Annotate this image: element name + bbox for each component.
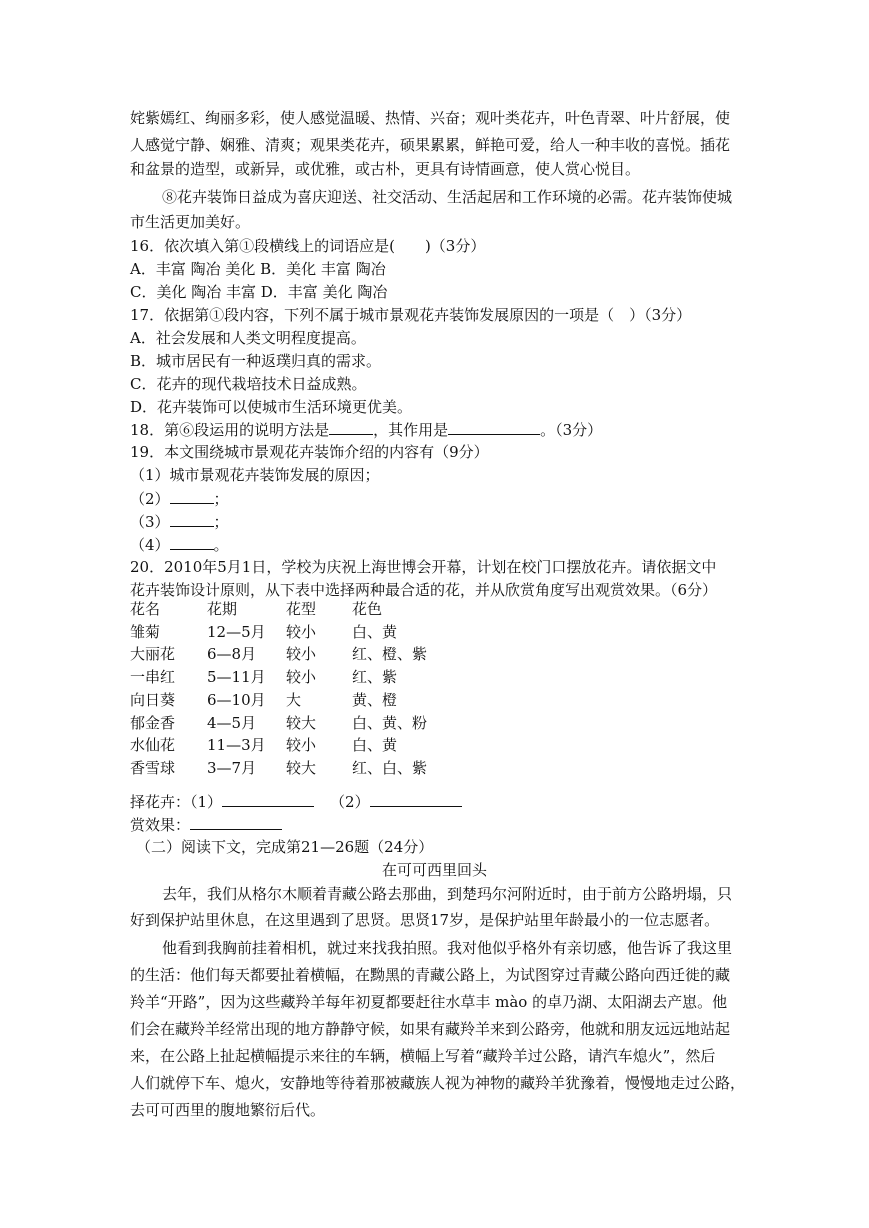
table-cell: 红、紫	[352, 668, 398, 687]
table-cell: 白、黄	[352, 622, 398, 641]
paragraph-8-line: 市生活更加美好。	[130, 213, 251, 231]
column-header: 花型	[286, 600, 317, 618]
question-18-part-1: 18．第⑥段运用的说明方法是	[130, 421, 330, 439]
article-paragraph-2-line: 们会在藏羚羊经常出现的地方静静守候，如果有藏羚羊来到公路旁，他就和朋友远远地站起	[130, 1020, 731, 1038]
table-cell: 较小	[286, 645, 317, 664]
section-2-heading: （二）阅读下文，完成第21—26题（24分）	[136, 838, 434, 856]
item-end: 。	[213, 536, 229, 554]
table-row	[130, 734, 427, 757]
effect-line	[130, 813, 282, 836]
table-cell: 6—10月	[207, 690, 266, 709]
answer-blank[interactable]	[190, 813, 282, 830]
table-row	[130, 621, 427, 644]
effect-label: 赏效果：	[130, 816, 191, 834]
item-number: （4）	[130, 536, 170, 554]
answer-blank[interactable]	[329, 418, 373, 435]
question-17-option-b: B．城市居民有一种返璞归真的需求。	[130, 352, 382, 370]
answer-blank[interactable]	[170, 487, 214, 504]
question-20-line-2: 花卉装饰设计原则，从下表中选择两种最合适的花，并从欣赏角度写出观赏效果。（6分）	[130, 581, 718, 599]
choose-flowers-line	[130, 790, 462, 813]
table-cell: 较大	[286, 713, 317, 732]
table-cell: 较大	[286, 758, 317, 777]
table-row	[130, 712, 427, 735]
question-18-part-3: 。（3分）	[540, 421, 603, 439]
table-cell: 白、黄、粉	[352, 713, 428, 732]
table-cell: 红、白、紫	[352, 758, 428, 777]
article-paragraph-1-line: 去年，我们从格尔木顺着青藏公路去那曲，到楚玛尔河附近时，由于前方公路坍塌，只	[162, 885, 733, 903]
choose-label: 择花卉：（1）	[130, 793, 223, 811]
column-header: 花色	[352, 600, 383, 618]
article-paragraph-2-line: 羚羊“开路”，因为这些藏羚羊每年初夏都要赶往水草丰 mào 的卓乃湖、太阳湖去产崽。他	[130, 993, 728, 1011]
table-cell: 黄、橙	[352, 690, 398, 709]
paragraph-8-line: ⑧花卉装饰日益成为喜庆迎送、社交活动、生活起居和工作环境的必需。花卉装饰使城	[162, 188, 733, 206]
question-17-option-c: C．花卉的现代栽培技术日益成熟。	[130, 375, 367, 393]
table-cell: 郁金香	[130, 713, 176, 732]
item-number: （3）	[130, 513, 170, 531]
table-cell: 较小	[286, 622, 317, 641]
question-17-option-d: D．花卉装饰可以使城市生活环境更优美。	[130, 398, 413, 416]
item-end: ；	[213, 513, 229, 531]
item-number: （2）	[130, 490, 170, 508]
question-18	[130, 418, 602, 441]
question-18-part-2: ，其作用是	[373, 421, 449, 439]
table-cell: 雏菊	[130, 622, 161, 641]
passage-line: 和盆景的造型，或新异，或优雅，或古朴，更具有诗情画意，使人赏心悦目。	[130, 160, 641, 178]
table-cell: 12—5月	[207, 622, 266, 641]
article-paragraph-2-line: 他看到我胸前挂着相机，就过来找我拍照。我对他似乎格外有亲切感，他告诉了我这里	[162, 939, 733, 957]
table-cell: 香雪球	[130, 758, 176, 777]
table-cell: 红、橙、紫	[352, 645, 428, 664]
table-cell: 水仙花	[130, 736, 176, 755]
question-19-stem: 19．本文围绕城市景观花卉装饰介绍的内容有（9分）	[130, 443, 489, 461]
answer-blank[interactable]	[222, 790, 314, 807]
question-19-item-3	[130, 510, 229, 533]
question-17-option-a: A．社会发展和人类文明程度提高。	[130, 329, 366, 347]
article-paragraph-2-line: 人们就停下车、熄火，安静地等待着那被藏族人视为神物的藏羚羊犹豫着，慢慢地走过公路，	[130, 1074, 746, 1092]
article-paragraph-2-line: 来，在公路上扯起横幅提示来往的车辆，横幅上写着“藏羚羊过公路，请汽车熄火”，然后	[130, 1047, 716, 1065]
table-cell: 5—11月	[207, 668, 266, 687]
passage-line: 人感觉宁静、娴雅、清爽；观果类花卉，硕果累累，鲜艳可爱，给人一种丰收的喜悦。插花	[130, 136, 731, 154]
choose-second-label: （2）	[330, 793, 370, 811]
table-cell: 一串红	[130, 668, 176, 687]
table-cell: 较小	[286, 668, 317, 687]
answer-blank[interactable]	[448, 418, 540, 435]
article-paragraph-2-line: 去可可西里的腹地繁衍后代。	[130, 1101, 326, 1119]
table-cell: 11—3月	[207, 736, 266, 755]
answer-blank[interactable]	[370, 790, 462, 807]
column-header: 花名	[130, 600, 161, 618]
table-cell: 3—7月	[207, 758, 257, 777]
table-cell: 大丽花	[130, 645, 176, 664]
table-cell: 向日葵	[130, 690, 176, 709]
table-row	[130, 643, 427, 666]
article-paragraph-2-line: 的生活：他们每天都要扯着横幅，在黝黑的青藏公路上，为试图穿过青藏公路向西迁徙的藏	[130, 966, 731, 984]
table-row	[130, 689, 427, 712]
answer-blank[interactable]	[170, 533, 214, 550]
article-title: 在可可西里回头	[381, 861, 487, 879]
item-end: ；	[213, 490, 229, 508]
answer-blank[interactable]	[170, 510, 214, 527]
question-19-item-1: （1）城市景观花卉装饰发展的原因；	[130, 466, 380, 484]
question-19-item-2	[130, 487, 229, 510]
column-header: 花期	[207, 600, 238, 618]
question-19-item-4	[130, 533, 229, 556]
question-17-stem: 17．依据第①段内容，下列不属于城市景观花卉装饰发展原因的一项是（ ）（3分）	[130, 306, 692, 324]
table-row	[130, 757, 427, 780]
table-header-row	[130, 598, 427, 621]
flower-table	[130, 598, 427, 780]
passage-line: 姹紫嫣红、绚丽多彩，使人感觉温暖、热情、兴奋；观叶类花卉，叶色青翠、叶片舒展，使	[130, 109, 731, 127]
table-cell: 6—8月	[207, 645, 257, 664]
article-paragraph-1-line: 好到保护站里休息，在这里遇到了思贤。思贤17岁，是保护站里年龄最小的一位志愿者。	[130, 911, 720, 929]
table-cell: 白、黄	[352, 736, 398, 755]
question-16-options-cd: C．美化 陶冶 丰富 D．丰富 美化 陶冶	[130, 283, 388, 301]
table-cell: 较小	[286, 736, 317, 755]
question-16-stem: 16．依次填入第①段横线上的词语应是( )（3分）	[130, 237, 486, 255]
table-row	[130, 666, 427, 689]
table-cell: 大	[286, 690, 302, 709]
table-cell: 4—5月	[207, 713, 257, 732]
question-16-options-ab: A．丰富 陶冶 美化 B．美化 丰富 陶冶	[130, 260, 386, 278]
question-20-line-1: 20．2010年5月1日，学校为庆祝上海世博会开幕，计划在校门口摆放花卉。请依据文中	[130, 558, 717, 576]
